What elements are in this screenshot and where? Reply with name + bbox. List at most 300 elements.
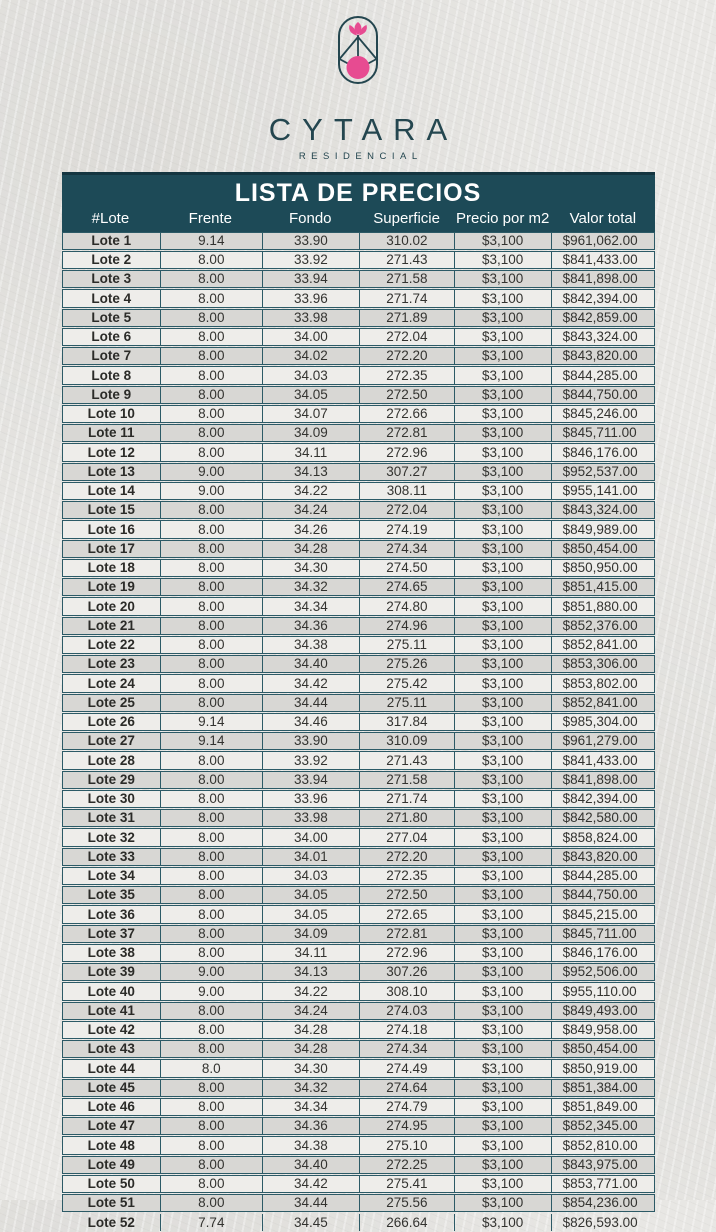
cell-frente: 8.00 <box>160 406 262 422</box>
cell-fondo: 34.40 <box>262 1157 360 1173</box>
cell-fondo: 33.90 <box>262 233 360 249</box>
cell-precio-m2: $3,100 <box>454 1137 551 1153</box>
cell-lote: Lote 18 <box>87 560 135 576</box>
cell-superficie: 308.11 <box>359 483 454 499</box>
cell-precio-m2: $3,100 <box>454 906 551 922</box>
table-row <box>62 1213 655 1231</box>
table-row <box>62 655 655 673</box>
cell-frente: 8.00 <box>160 868 262 884</box>
table-row <box>62 1098 655 1116</box>
table-row <box>62 405 655 423</box>
cell-frente: 8.00 <box>160 1118 262 1134</box>
cell-lote: Lote 37 <box>87 925 135 941</box>
cell-precio-m2: $3,100 <box>454 406 551 422</box>
cell-valor-total: $849,958.00 <box>551 1022 654 1038</box>
cell-superficie: 272.50 <box>359 387 454 403</box>
cell-valor-total: $852,841.00 <box>551 695 654 711</box>
cell-lote: Lote 5 <box>91 309 132 325</box>
cell-fondo: 34.42 <box>262 675 360 691</box>
cell-fondo: 34.40 <box>262 656 360 672</box>
cell-superficie: 274.64 <box>359 1080 454 1096</box>
table-row <box>62 636 655 654</box>
cell-fondo: 34.07 <box>262 406 360 422</box>
cell-valor-total: $846,176.00 <box>551 444 654 460</box>
cell-fondo: 34.24 <box>262 1003 360 1019</box>
cell-frente: 8.00 <box>160 252 262 268</box>
table-row <box>62 289 655 307</box>
cell-valor-total: $845,215.00 <box>551 906 654 922</box>
cell-valor-total: $844,750.00 <box>551 387 654 403</box>
cell-lote: Lote 13 <box>87 463 135 479</box>
cell-lote: Lote 30 <box>87 791 135 807</box>
table-row <box>62 944 655 962</box>
cell-precio-m2: $3,100 <box>454 983 551 999</box>
cell-precio-m2: $3,100 <box>454 945 551 961</box>
cell-lote: Lote 39 <box>87 964 135 980</box>
cell-precio-m2: $3,100 <box>454 810 551 826</box>
cell-valor-total: $843,820.00 <box>551 849 654 865</box>
cell-precio-m2: $3,100 <box>454 1080 551 1096</box>
cell-valor-total: $845,246.00 <box>551 406 654 422</box>
cell-valor-total: $841,898.00 <box>551 772 654 788</box>
cell-lote: Lote 28 <box>87 752 135 768</box>
cell-valor-total: $952,506.00 <box>551 964 654 980</box>
cell-frente: 8.00 <box>160 598 262 614</box>
cell-precio-m2: $3,100 <box>454 791 551 807</box>
cell-lote: Lote 48 <box>87 1137 135 1153</box>
table-row <box>62 309 655 327</box>
cell-fondo: 34.42 <box>262 1176 360 1192</box>
cell-valor-total: $851,384.00 <box>551 1080 654 1096</box>
cell-valor-total: $853,306.00 <box>551 656 654 672</box>
cell-fondo: 34.28 <box>262 1022 360 1038</box>
cell-valor-total: $851,880.00 <box>551 598 654 614</box>
cell-valor-total: $844,285.00 <box>551 868 654 884</box>
cell-superficie: 274.19 <box>359 521 454 537</box>
cell-precio-m2: $3,100 <box>454 444 551 460</box>
cell-precio-m2: $3,100 <box>454 868 551 884</box>
table-row <box>62 366 655 384</box>
cell-fondo: 34.32 <box>262 579 360 595</box>
cell-superficie: 275.11 <box>359 637 454 653</box>
cell-lote: Lote 4 <box>91 290 132 306</box>
cell-precio-m2: $3,100 <box>454 541 551 557</box>
tulip-capsule-emblem-icon <box>318 14 398 108</box>
cell-valor-total: $842,394.00 <box>551 290 654 306</box>
cell-frente: 8.00 <box>160 387 262 403</box>
cell-precio-m2: $3,100 <box>454 271 551 287</box>
cell-valor-total: $843,975.00 <box>551 1157 654 1173</box>
cell-frente: 8.00 <box>160 425 262 441</box>
cell-valor-total: $955,141.00 <box>551 483 654 499</box>
cell-precio-m2: $3,100 <box>454 598 551 614</box>
price-rows <box>62 232 655 1232</box>
cell-superficie: 275.11 <box>359 695 454 711</box>
cell-frente: 8.00 <box>160 926 262 942</box>
cell-lote: Lote 22 <box>87 637 135 653</box>
cell-valor-total: $850,919.00 <box>551 1060 654 1076</box>
table-row <box>62 1059 655 1077</box>
table-row <box>62 482 655 500</box>
cell-frente: 8.00 <box>160 502 262 518</box>
cell-frente: 8.00 <box>160 849 262 865</box>
cell-superficie: 272.66 <box>359 406 454 422</box>
cell-lote: Lote 19 <box>87 579 135 595</box>
cell-lote: Lote 27 <box>87 733 135 749</box>
cell-superficie: 266.64 <box>359 1214 454 1230</box>
table-row <box>62 540 655 558</box>
cell-fondo: 34.11 <box>262 444 360 460</box>
cell-lote: Lote 8 <box>91 367 132 383</box>
table-row <box>62 463 655 481</box>
cell-superficie: 274.95 <box>359 1118 454 1134</box>
table-row <box>62 809 655 827</box>
table-row <box>62 443 655 461</box>
cell-superficie: 275.56 <box>359 1195 454 1211</box>
cell-precio-m2: $3,100 <box>454 1099 551 1115</box>
table-row <box>62 790 655 808</box>
table-row <box>62 232 655 250</box>
cell-valor-total: $952,537.00 <box>551 464 654 480</box>
cell-valor-total: $842,580.00 <box>551 810 654 826</box>
cell-lote: Lote 11 <box>87 425 135 441</box>
cell-valor-total: $851,849.00 <box>551 1099 654 1115</box>
cell-lote: Lote 3 <box>91 271 132 287</box>
cell-superficie: 274.79 <box>359 1099 454 1115</box>
cell-superficie: 274.96 <box>359 618 454 634</box>
cell-fondo: 34.34 <box>262 598 360 614</box>
cell-lote: Lote 32 <box>87 829 135 845</box>
table-title: LISTA DE PRECIOS <box>234 179 482 207</box>
cell-precio-m2: $3,100 <box>454 579 551 595</box>
cell-superficie: 272.25 <box>359 1157 454 1173</box>
cell-frente: 8.00 <box>160 656 262 672</box>
cell-superficie: 310.02 <box>359 233 454 249</box>
table-row <box>62 694 655 712</box>
cell-precio-m2: $3,100 <box>454 483 551 499</box>
table-row <box>62 886 655 904</box>
cell-superficie: 272.96 <box>359 444 454 460</box>
table-row <box>62 520 655 538</box>
cell-valor-total: $842,394.00 <box>551 791 654 807</box>
cell-frente: 8.00 <box>160 560 262 576</box>
cell-fondo: 34.01 <box>262 849 360 865</box>
cell-lote: Lote 23 <box>87 656 135 672</box>
cell-lote: Lote 24 <box>87 675 135 691</box>
cell-fondo: 34.00 <box>262 829 360 845</box>
brand-header <box>0 0 716 162</box>
cell-precio-m2: $3,100 <box>454 290 551 306</box>
cell-lote: Lote 35 <box>87 887 135 903</box>
cell-precio-m2: $3,100 <box>454 849 551 865</box>
cell-frente: 8.00 <box>160 618 262 634</box>
cell-superficie: 272.50 <box>359 887 454 903</box>
table-row <box>62 386 655 404</box>
cell-fondo: 34.36 <box>262 618 360 634</box>
cell-fondo: 34.13 <box>262 964 360 980</box>
cell-valor-total: $842,859.00 <box>551 310 654 326</box>
cell-superficie: 275.42 <box>359 675 454 691</box>
cell-fondo: 34.28 <box>262 541 360 557</box>
table-row <box>62 867 655 885</box>
cell-precio-m2: $3,100 <box>454 425 551 441</box>
cell-superficie: 272.35 <box>359 367 454 383</box>
cell-valor-total: $851,415.00 <box>551 579 654 595</box>
cell-valor-total: $852,345.00 <box>551 1118 654 1134</box>
cell-frente: 8.00 <box>160 348 262 364</box>
cell-valor-total: $841,433.00 <box>551 752 654 768</box>
cell-superficie: 271.43 <box>359 252 454 268</box>
cell-superficie: 271.89 <box>359 310 454 326</box>
cell-superficie: 271.74 <box>359 290 454 306</box>
cell-frente: 8.00 <box>160 271 262 287</box>
cell-frente: 8.00 <box>160 906 262 922</box>
cell-precio-m2: $3,100 <box>454 1003 551 1019</box>
cell-valor-total: $852,810.00 <box>551 1137 654 1153</box>
cell-lote: Lote 52 <box>87 1214 135 1230</box>
cell-fondo: 34.44 <box>262 695 360 711</box>
cell-lote: Lote 1 <box>91 232 132 248</box>
cell-superficie: 277.04 <box>359 829 454 845</box>
cell-superficie: 271.58 <box>359 772 454 788</box>
cell-frente: 8.00 <box>160 1157 262 1173</box>
cell-valor-total: $841,898.00 <box>551 271 654 287</box>
cell-fondo: 34.05 <box>262 887 360 903</box>
cell-precio-m2: $3,100 <box>454 695 551 711</box>
cell-fondo: 34.30 <box>262 560 360 576</box>
cell-precio-m2: $3,100 <box>454 1022 551 1038</box>
cell-superficie: 274.49 <box>359 1060 454 1076</box>
table-row <box>62 713 655 731</box>
cell-precio-m2: $3,100 <box>454 675 551 691</box>
cell-frente: 9.00 <box>160 964 262 980</box>
cell-fondo: 34.34 <box>262 1099 360 1115</box>
cell-valor-total: $850,454.00 <box>551 1041 654 1057</box>
cell-valor-total: $961,062.00 <box>551 233 654 249</box>
cell-valor-total: $844,285.00 <box>551 367 654 383</box>
cell-valor-total: $843,820.00 <box>551 348 654 364</box>
column-header-fondo: Fondo <box>288 209 332 227</box>
cell-lote: Lote 44 <box>87 1060 135 1076</box>
table-row <box>62 1136 655 1154</box>
cell-fondo: 34.03 <box>262 367 360 383</box>
cell-superficie: 274.80 <box>359 598 454 614</box>
cell-valor-total: $852,841.00 <box>551 637 654 653</box>
cell-valor-total: $846,176.00 <box>551 945 654 961</box>
cell-precio-m2: $3,100 <box>454 348 551 364</box>
table-row <box>62 1040 655 1058</box>
cell-superficie: 272.35 <box>359 868 454 884</box>
cell-fondo: 33.92 <box>262 252 360 268</box>
cell-frente: 8.00 <box>160 290 262 306</box>
cell-frente: 8.00 <box>160 945 262 961</box>
cell-valor-total: $826,593.00 <box>551 1214 654 1230</box>
price-table <box>62 172 655 1232</box>
table-row <box>62 771 655 789</box>
cell-superficie: 274.50 <box>359 560 454 576</box>
cell-precio-m2: $3,100 <box>454 926 551 942</box>
cell-superficie: 272.20 <box>359 849 454 865</box>
cell-superficie: 271.74 <box>359 791 454 807</box>
cell-fondo: 34.32 <box>262 1080 360 1096</box>
cell-fondo: 33.96 <box>262 791 360 807</box>
cell-lote: Lote 43 <box>87 1041 135 1057</box>
cell-superficie: 271.58 <box>359 271 454 287</box>
column-header-valor-total: Valor total <box>569 209 637 227</box>
cell-lote: Lote 15 <box>87 502 135 518</box>
cell-superficie: 274.34 <box>359 541 454 557</box>
table-row <box>62 617 655 635</box>
cell-frente: 8.00 <box>160 675 262 691</box>
cell-superficie: 307.27 <box>359 464 454 480</box>
cell-valor-total: $854,236.00 <box>551 1195 654 1211</box>
cell-superficie: 271.43 <box>359 752 454 768</box>
cell-superficie: 274.03 <box>359 1003 454 1019</box>
cell-valor-total: $852,376.00 <box>551 618 654 634</box>
table-row <box>62 1021 655 1039</box>
table-row <box>62 828 655 846</box>
cell-lote: Lote 47 <box>87 1118 135 1134</box>
cell-valor-total: $858,824.00 <box>551 829 654 845</box>
table-header <box>62 172 655 232</box>
cell-precio-m2: $3,100 <box>454 387 551 403</box>
cell-superficie: 308.10 <box>359 983 454 999</box>
table-row <box>62 424 655 442</box>
cell-fondo: 34.38 <box>262 637 360 653</box>
cell-precio-m2: $3,100 <box>454 829 551 845</box>
cell-frente: 8.00 <box>160 887 262 903</box>
cell-precio-m2: $3,100 <box>454 560 551 576</box>
cell-frente: 8.00 <box>160 1176 262 1192</box>
cell-superficie: 272.81 <box>359 926 454 942</box>
cell-frente: 8.00 <box>160 1137 262 1153</box>
cell-frente: 8.00 <box>160 1080 262 1096</box>
cell-precio-m2: $3,100 <box>454 1214 551 1230</box>
cell-fondo: 34.38 <box>262 1137 360 1153</box>
cell-precio-m2: $3,100 <box>454 887 551 903</box>
cell-frente: 8.00 <box>160 329 262 345</box>
cell-fondo: 34.03 <box>262 868 360 884</box>
cell-valor-total: $841,433.00 <box>551 252 654 268</box>
cell-fondo: 34.26 <box>262 521 360 537</box>
cell-frente: 8.00 <box>160 541 262 557</box>
table-row <box>62 963 655 981</box>
cell-valor-total: $845,711.00 <box>551 926 654 942</box>
cell-frente: 8.00 <box>160 579 262 595</box>
cell-superficie: 274.18 <box>359 1022 454 1038</box>
table-row <box>62 982 655 1000</box>
cell-valor-total: $849,989.00 <box>551 521 654 537</box>
cell-superficie: 272.65 <box>359 906 454 922</box>
cell-fondo: 33.94 <box>262 271 360 287</box>
cell-valor-total: $955,110.00 <box>551 983 654 999</box>
cell-frente: 9.00 <box>160 983 262 999</box>
cell-superficie: 275.41 <box>359 1176 454 1192</box>
cell-frente: 9.00 <box>160 464 262 480</box>
cell-lote: Lote 29 <box>87 771 135 787</box>
cell-superficie: 307.26 <box>359 964 454 980</box>
table-row <box>62 251 655 269</box>
cell-lote: Lote 26 <box>87 714 135 730</box>
brand-subtitle: RESIDENCIAL <box>298 151 423 162</box>
column-header-row <box>62 210 655 229</box>
table-row <box>62 270 655 288</box>
cell-superficie: 272.04 <box>359 502 454 518</box>
cell-lote: Lote 7 <box>91 348 132 364</box>
cell-precio-m2: $3,100 <box>454 502 551 518</box>
table-row <box>62 559 655 577</box>
cell-frente: 8.0 <box>160 1060 262 1076</box>
table-row <box>62 597 655 615</box>
cell-precio-m2: $3,100 <box>454 637 551 653</box>
column-header-superficie: Superficie <box>373 209 440 227</box>
table-row <box>62 1156 655 1174</box>
table-row <box>62 674 655 692</box>
cell-precio-m2: $3,100 <box>454 1060 551 1076</box>
cell-fondo: 33.94 <box>262 772 360 788</box>
table-row <box>62 1002 655 1020</box>
cell-frente: 8.00 <box>160 637 262 653</box>
cell-valor-total: $985,304.00 <box>551 714 654 730</box>
cell-precio-m2: $3,100 <box>454 752 551 768</box>
cell-fondo: 33.92 <box>262 752 360 768</box>
cell-valor-total: $850,950.00 <box>551 560 654 576</box>
cell-lote: Lote 6 <box>91 329 132 345</box>
cell-valor-total: $850,454.00 <box>551 541 654 557</box>
cell-precio-m2: $3,100 <box>454 1118 551 1134</box>
cell-superficie: 274.65 <box>359 579 454 595</box>
cell-lote: Lote 50 <box>87 1176 135 1192</box>
cell-superficie: 274.34 <box>359 1041 454 1057</box>
cell-lote: Lote 14 <box>87 483 135 499</box>
cell-precio-m2: $3,100 <box>454 367 551 383</box>
cell-lote: Lote 40 <box>87 983 135 999</box>
cell-fondo: 34.05 <box>262 387 360 403</box>
cell-frente: 9.00 <box>160 483 262 499</box>
cell-lote: Lote 9 <box>91 386 132 402</box>
cell-lote: Lote 42 <box>87 1022 135 1038</box>
cell-frente: 8.00 <box>160 1099 262 1115</box>
cell-frente: 8.00 <box>160 367 262 383</box>
cell-fondo: 34.13 <box>262 464 360 480</box>
cell-precio-m2: $3,100 <box>454 1041 551 1057</box>
cell-precio-m2: $3,100 <box>454 310 551 326</box>
cell-frente: 8.00 <box>160 1195 262 1211</box>
cell-frente: 8.00 <box>160 752 262 768</box>
column-header-precio-m2: Precio por m2 <box>455 209 550 227</box>
cell-fondo: 34.22 <box>262 983 360 999</box>
cell-precio-m2: $3,100 <box>454 252 551 268</box>
cell-fondo: 33.98 <box>262 810 360 826</box>
cell-superficie: 317.84 <box>359 714 454 730</box>
cell-frente: 8.00 <box>160 521 262 537</box>
cell-lote: Lote 49 <box>87 1156 135 1172</box>
table-row <box>62 925 655 943</box>
cell-lote: Lote 36 <box>87 906 135 922</box>
table-row <box>62 1175 655 1193</box>
cell-frente: 8.00 <box>160 1003 262 1019</box>
cell-lote: Lote 12 <box>87 444 135 460</box>
table-row <box>62 1194 655 1212</box>
cell-superficie: 272.81 <box>359 425 454 441</box>
cell-lote: Lote 38 <box>87 945 135 961</box>
cell-precio-m2: $3,100 <box>454 618 551 634</box>
cell-frente: 8.00 <box>160 1022 262 1038</box>
table-row <box>62 905 655 923</box>
cell-frente: 9.14 <box>160 714 262 730</box>
cell-lote: Lote 34 <box>87 868 135 884</box>
cell-fondo: 34.24 <box>262 502 360 518</box>
